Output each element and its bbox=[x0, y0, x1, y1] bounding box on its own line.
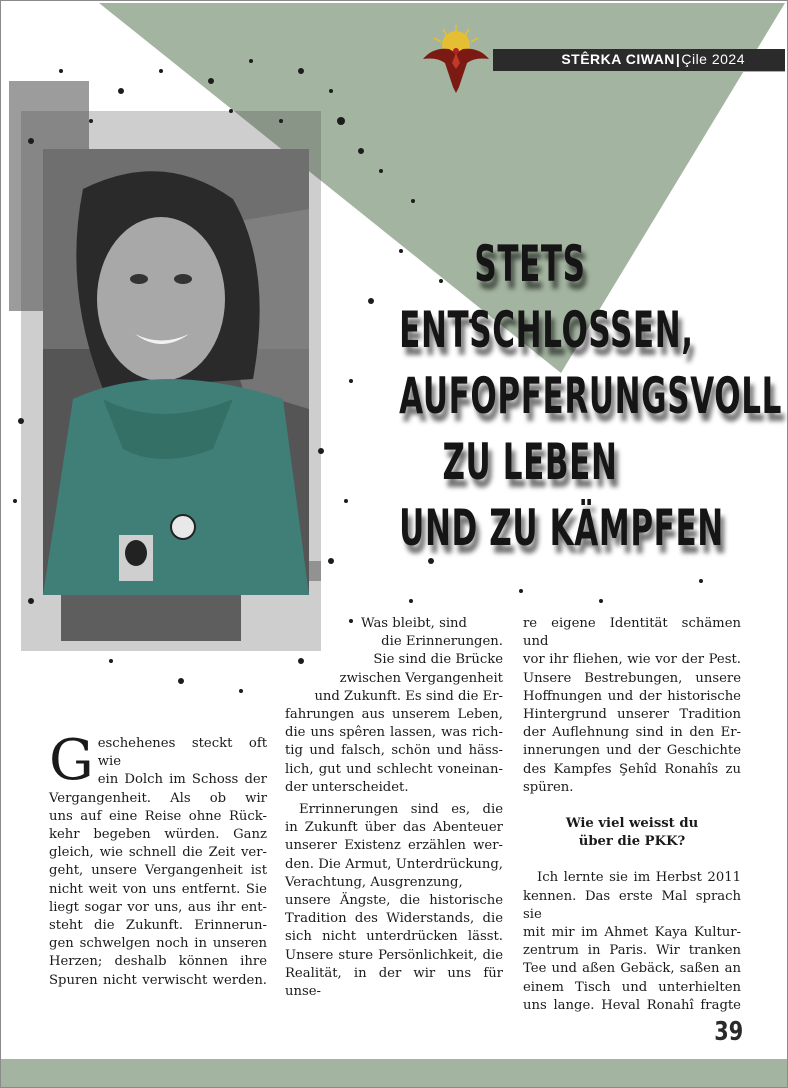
text-line: unsere Ängste, die historische bbox=[285, 893, 503, 909]
subheading-line: über die PKK? bbox=[578, 834, 686, 850]
text-line: Tee und aßen Gebäck, saßen an bbox=[523, 961, 741, 977]
text-line: Was bleibt, sind bbox=[361, 616, 467, 631]
headline-line: ENTSCHLOSSEN, bbox=[399, 301, 694, 359]
footer-bar bbox=[1, 1059, 787, 1087]
masthead-text bbox=[561, 51, 745, 67]
headline-line: AUFOPFERUNGSVOLL bbox=[399, 367, 782, 425]
text-line: steht die Zukunft. Erinnerun- bbox=[49, 918, 267, 934]
text-line bbox=[285, 874, 503, 892]
text-line: liegt sogar vor uns, aus ihr ent- bbox=[49, 899, 267, 915]
text-line: die uns spêren lassen, was rich- bbox=[285, 725, 503, 741]
text-line: Realität, in der wir uns für unse- bbox=[285, 965, 503, 1000]
text-line: zwischen Vergangenheit bbox=[339, 670, 503, 686]
text-line: Tradition des Widerstands, die bbox=[285, 911, 503, 927]
subheading-line: Wie viel weisst du bbox=[565, 816, 699, 832]
text-line: vor ihr fliehen, wie vor der Pest. bbox=[523, 652, 741, 668]
text-line: lich, gut und schlecht voneinan- bbox=[285, 761, 503, 777]
text-line: innerungen und der Geschichte bbox=[523, 743, 741, 759]
text-line: mit mir im Ahmet Kaya Kultur- bbox=[523, 925, 741, 941]
magazine-name: STÊRKA CIWAN bbox=[561, 51, 675, 67]
text-line: Hintergrund unserer Tradition bbox=[523, 707, 741, 723]
text-line: uns auf eine Reise ohne Rück- bbox=[49, 808, 267, 824]
text-line: Hoffnungen und der historische bbox=[523, 688, 741, 704]
text-line: Unsere sture Persönlichkeit, die bbox=[285, 947, 503, 963]
text-line: gen schwelgen noch in unseren bbox=[49, 936, 267, 952]
masthead-bar bbox=[493, 49, 785, 72]
paragraph bbox=[285, 801, 503, 1001]
text-line: und Zukunft. Es sind die Er- bbox=[314, 688, 503, 704]
text-line: spüren. bbox=[523, 779, 574, 795]
text-line: des Kampfes Şehîd Ronahîs zu bbox=[523, 761, 741, 777]
page-number: 39 bbox=[714, 1017, 743, 1047]
portrait-photo bbox=[43, 149, 309, 595]
text-line: geht, unsere Vergangenheit ist bbox=[49, 863, 267, 879]
text-line: Unsere Bestrebungen, unsere bbox=[523, 670, 741, 686]
text-line: Spuren nicht verwischt werden. bbox=[49, 972, 267, 988]
text-line: Errinnerungen sind es, die bbox=[299, 802, 503, 818]
text-line: unserer Existenz erzählen wer- bbox=[285, 838, 503, 854]
text-line: kennen. Das erste Mal sprach sie bbox=[523, 888, 741, 922]
text-line: eschehenes steckt oft wie bbox=[97, 736, 267, 770]
masthead-separator: | bbox=[675, 51, 681, 67]
text-line: Vergangenheit. Als ob wir bbox=[49, 790, 267, 806]
headline-line: UND ZU KÄMPFEN bbox=[399, 499, 724, 557]
phoenix-emblem-icon bbox=[419, 23, 493, 97]
article-subheading bbox=[523, 815, 741, 851]
text-line: gleich, wie schnell die Zeit ver- bbox=[49, 845, 267, 861]
text-line: der unterscheidet. bbox=[285, 779, 409, 795]
text-line: zentrum in Paris. Wir tranken bbox=[523, 943, 741, 959]
issue-date: Çile 2024 bbox=[681, 51, 745, 67]
text-word: Verachtung, Ausgrenzung, bbox=[285, 874, 463, 890]
drop-cap: G bbox=[49, 728, 94, 793]
text-line: Herzen; deshalb können ihre bbox=[49, 954, 267, 970]
text-line: den. Die Armut, Unterdrückung, bbox=[285, 856, 503, 872]
headline-line: STETS bbox=[474, 235, 586, 293]
text-line: einem Tisch und unterhielten bbox=[523, 979, 741, 995]
text-line: uns lange. Heval Ronahî fragte bbox=[523, 997, 741, 1013]
text-line: fahrungen aus unserem Leben, bbox=[285, 707, 503, 723]
headline-line: ZU LEBEN bbox=[442, 433, 618, 491]
article-column-3 bbox=[523, 615, 741, 1015]
text-line: der Auflehnung sind in den Er- bbox=[523, 725, 741, 741]
text-line: sich nicht unterdrücken lässt. bbox=[285, 929, 503, 945]
article-headline bbox=[399, 231, 782, 561]
text-line: in Zukunft über das Abenteuer bbox=[285, 820, 503, 836]
text-line: die Erinnerungen. bbox=[381, 634, 503, 650]
text-line: re eigene Identität schämen und bbox=[523, 616, 741, 650]
text-line: ein Dolch im Schoss der bbox=[97, 772, 267, 788]
text-line: Ich lernte sie im Herbst 2011 bbox=[537, 870, 741, 886]
text-line: kehr begeben würden. Ganz bbox=[49, 827, 267, 843]
text-line: tig und falsch, schön und häss- bbox=[285, 743, 503, 759]
text-line: Sie sind die Brücke bbox=[373, 652, 503, 668]
text-line: nicht weit von uns entfernt. Sie bbox=[49, 881, 267, 897]
article-column-2 bbox=[285, 615, 503, 1001]
article-column-1 bbox=[49, 728, 267, 990]
